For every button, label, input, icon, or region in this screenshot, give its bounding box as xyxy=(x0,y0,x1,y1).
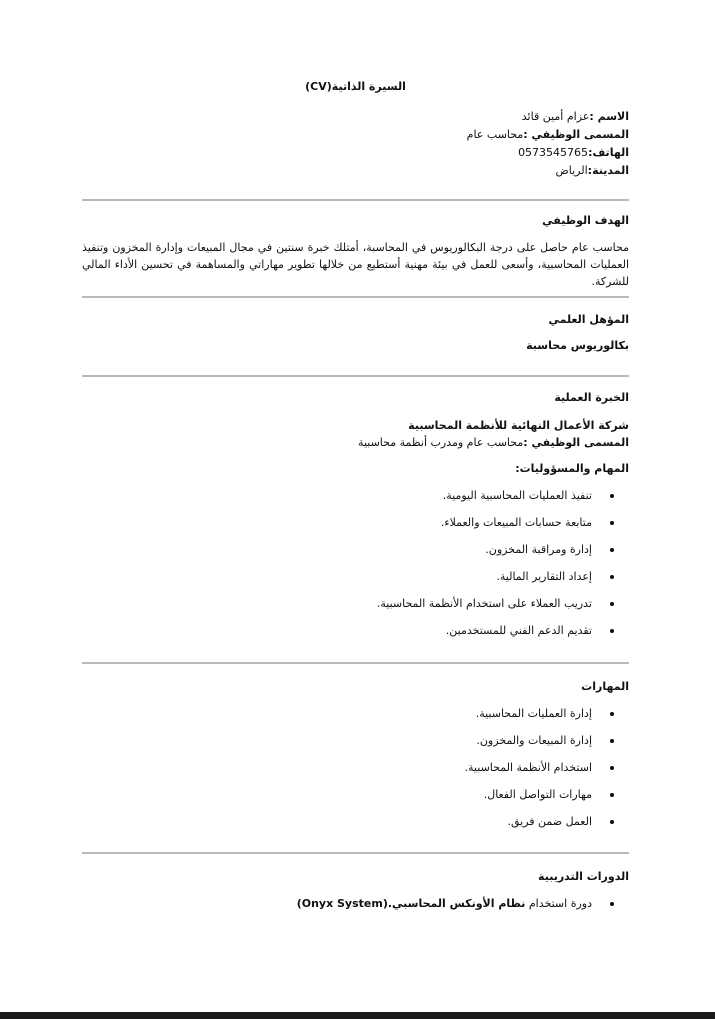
objective-heading: الهدف الوظيفي xyxy=(542,214,629,227)
courses-list xyxy=(82,896,629,923)
list-item xyxy=(82,760,629,787)
list-item-text: متابعة حسابات المبيعات والعملاء. xyxy=(440,516,592,529)
list-item-text: العمل ضمن فريق. xyxy=(507,815,592,828)
tasks-list xyxy=(82,488,629,650)
bullet-icon xyxy=(610,739,614,743)
bullet-icon xyxy=(610,521,614,525)
list-item xyxy=(82,596,629,623)
skills-section xyxy=(82,679,629,841)
skills-list xyxy=(82,706,629,841)
course-name: نظام الأونكس المحاسبي. xyxy=(387,897,526,910)
course-system: (Onyx System) xyxy=(296,897,388,910)
bullet-icon xyxy=(610,902,614,906)
list-item-text: إدارة ومراقبة المخزون. xyxy=(485,543,592,556)
bullet-icon xyxy=(610,766,614,770)
city-value: الرياض xyxy=(555,164,588,177)
section-divider xyxy=(82,852,629,854)
bullet-icon xyxy=(610,793,614,797)
job-title-line xyxy=(82,126,629,144)
objective-text: محاسب عام حاصل على درجة البكالوريوس في المحاسبة، أمتلك خبرة سنتين في مجال المبيعات وإدارة المخزون وتنفيذ العمليات المحاسبية، وأسعى للعمل في بيئة مهنية أستطيع من خلالها تطوير مهاراتي والمساهمة في تحسين الأداء المالي للشركة. xyxy=(82,241,629,288)
city-label: المدينة: xyxy=(587,164,629,177)
education-degree: بكالوريوس محاسبة xyxy=(526,339,629,352)
list-item xyxy=(82,623,629,650)
bullet-icon xyxy=(610,548,614,552)
phone-value: 0573545765 xyxy=(518,146,589,159)
list-item xyxy=(82,515,629,542)
phone-label: الهاتف: xyxy=(588,146,629,159)
list-item-text: إعداد التقارير المالية. xyxy=(496,570,592,583)
education-section xyxy=(82,312,629,354)
experience-heading: الخبرة العملية xyxy=(554,391,629,404)
list-item-text: استخدام الأنظمة المحاسبية. xyxy=(464,761,592,774)
company-name: شركة الأعمال النهائية للأنظمة المحاسبية xyxy=(408,419,629,432)
list-item-text: إدارة العمليات المحاسبية. xyxy=(475,707,592,720)
experience-section xyxy=(82,390,629,650)
list-item xyxy=(82,814,629,841)
experience-job-line xyxy=(82,434,629,451)
bullet-icon xyxy=(610,602,614,606)
title-abbr: (CV) xyxy=(305,80,332,93)
document-title xyxy=(82,80,629,93)
list-item xyxy=(82,896,629,923)
name-value: عزام أمين قائد xyxy=(521,110,590,123)
courses-section xyxy=(82,869,629,923)
section-divider xyxy=(82,296,629,298)
list-item-text: تنفيذ العمليات المحاسبية اليومية. xyxy=(442,489,592,502)
city-line xyxy=(82,162,629,180)
bullet-icon xyxy=(610,712,614,716)
phone-line xyxy=(82,144,629,162)
title-text: السيرة الذاتية xyxy=(331,80,406,93)
list-item xyxy=(82,542,629,569)
personal-info xyxy=(82,108,629,180)
courses-heading: الدورات التدريبية xyxy=(538,870,629,883)
list-item-text: إدارة المبيعات والمخزون. xyxy=(476,734,592,747)
list-item xyxy=(82,706,629,733)
objective-section xyxy=(82,213,629,290)
list-item xyxy=(82,733,629,760)
list-item-text: تقديم الدعم الفني للمستخدمين. xyxy=(445,624,592,637)
bottom-bar xyxy=(0,1012,715,1019)
section-divider xyxy=(82,662,629,664)
bullet-icon xyxy=(610,575,614,579)
education-heading: المؤهل العلمي xyxy=(548,313,629,326)
section-divider xyxy=(82,199,629,201)
list-item-text: تدريب العملاء على استخدام الأنظمة المحاسبية. xyxy=(376,597,592,610)
experience-job-label: المسمى الوظيفي : xyxy=(523,436,629,449)
bullet-icon xyxy=(610,820,614,824)
list-item-text: مهارات التواصل الفعال. xyxy=(483,788,592,801)
list-item xyxy=(82,569,629,596)
job-title-label: المسمى الوظيفي : xyxy=(523,128,629,141)
bullet-icon xyxy=(610,494,614,498)
skills-heading: المهارات xyxy=(581,680,629,693)
tasks-heading: المهام والمسؤوليات: xyxy=(515,462,629,475)
list-item xyxy=(82,787,629,814)
section-divider xyxy=(82,375,629,377)
bullet-icon xyxy=(610,629,614,633)
course-prefix: دورة استخدام xyxy=(528,897,592,910)
experience-job-value: محاسب عام ومدرب أنظمة محاسبية xyxy=(358,436,524,449)
job-title-value: محاسب عام xyxy=(466,128,524,141)
list-item xyxy=(82,488,629,515)
name-label: الاسم : xyxy=(589,110,629,123)
name-line xyxy=(82,108,629,126)
